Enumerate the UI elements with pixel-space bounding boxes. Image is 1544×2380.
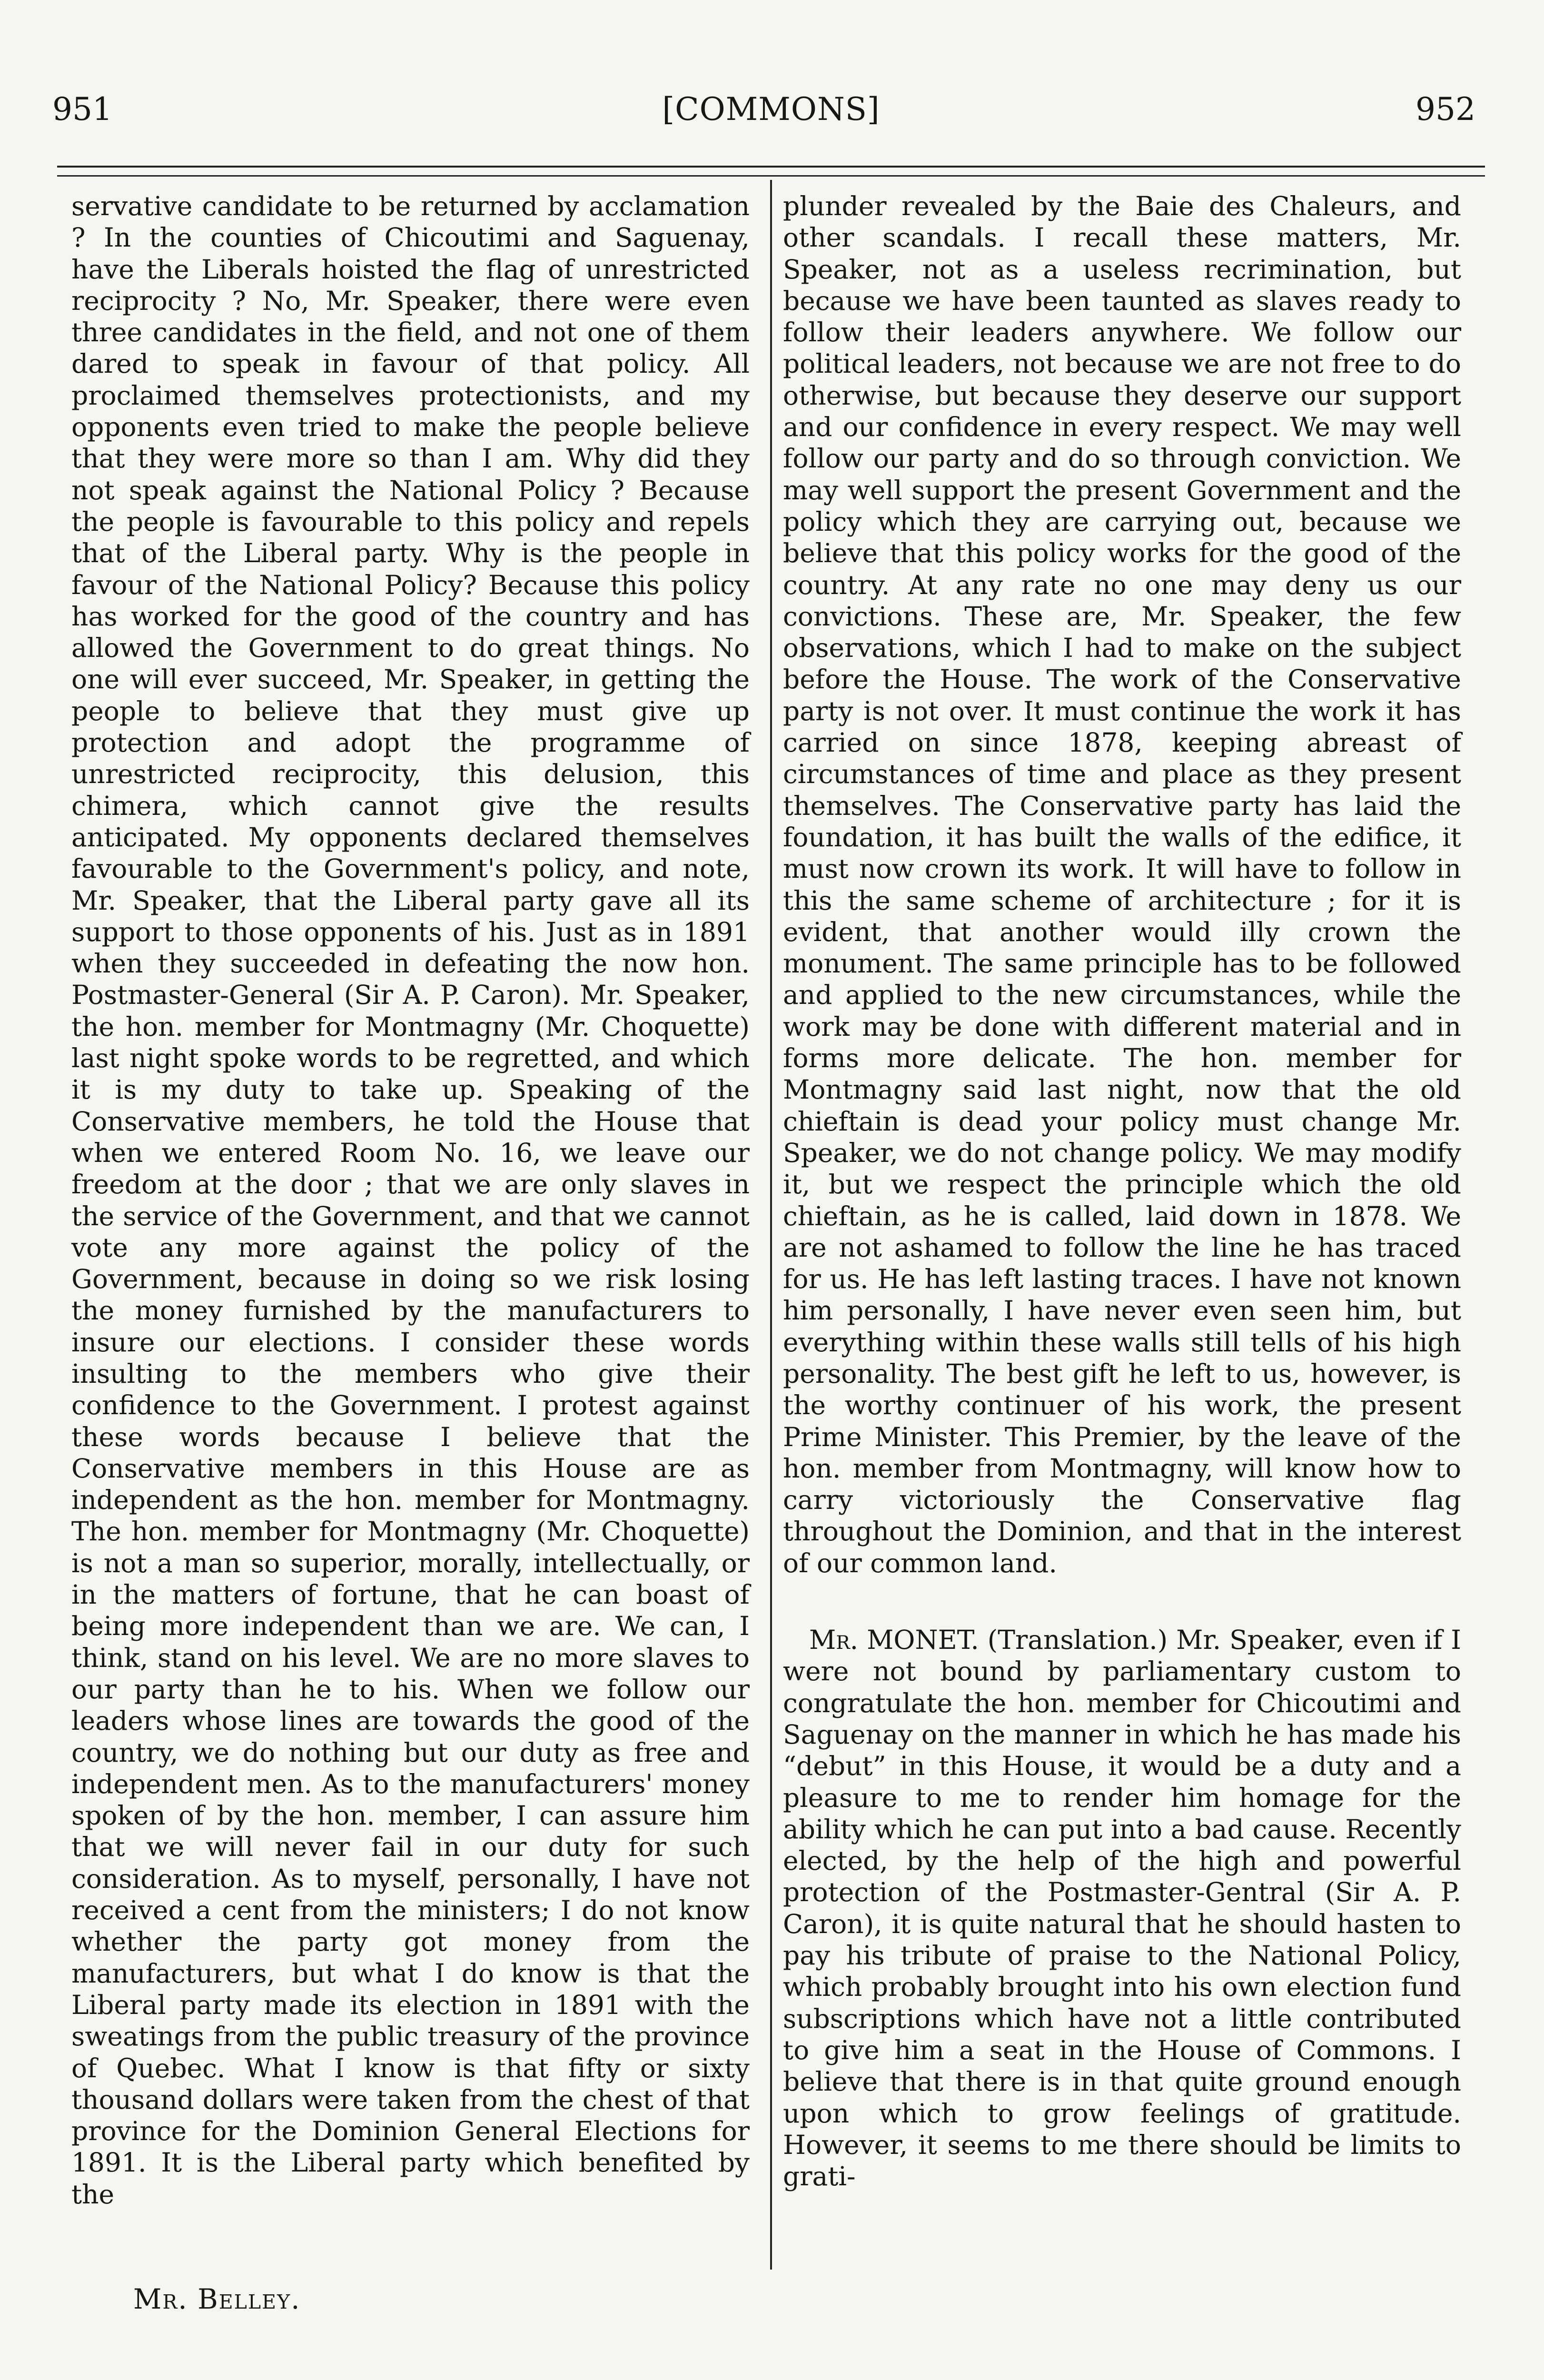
right-column: [783, 190, 1461, 2192]
page-header: [52, 81, 1490, 138]
header-rule-bottom: [57, 175, 1485, 177]
left-column: [71, 190, 750, 2210]
left-column-paragraph: servative candidate to be returned by acclamation ? In the counties of Chicoutimi and Saguenay, have the Liberals hoisted the flag of unrestricted reciprocity ? No, Mr. Speaker, there were even three candidates in the field, and not one of them dared to speak in favour of that policy. All proclaimed themselves protectionists, and my opponents even tried to make the people believe that they were more so than I am. Why did they not speak against the National Policy ? Because the people is favourable to this policy and repels that of the Liberal party. Why is the people in favour of the National Policy? Because this policy has worked for the good of the country and has allowed the Government to do great things. No one will ever succeed, Mr. Speaker, in getting the people to believe that they must give up protection and adopt the programme of unrestricted reciprocity, this delusion, this chimera, which cannot give the results anticipated. My opponents declared themselves favourable to the Government's policy, and note, Mr. Speaker, that the Liberal party gave all its support to those opponents of his. Just as in 1891 when they succeeded in defeating the now hon. Postmaster-General (Sir A. P. Caron). Mr. Speaker, the hon. member for Montmagny (Mr. Choquette) last night spoke words to be regretted, and which it is my duty to take up. Speaking of the Conservative members, he told the House that when we entered Room No. 16, we leave our freedom at the door ; that we are only slaves in the service of the Government, and that we cannot vote any more against the policy of the Government, because in doing so we risk losing the money furnished by the manufacturers to insure our elections. I consider these words insulting to the members who give their confidence to the Government. I protest against these words because I believe that the Conservative members in this House are as independent as the hon. member for Montmagny. The hon. member for Montmagny (Mr. Choquette) is not a man so superior, morally, intellectually, or in the matters of fortune, that he can boast of being more independent than we are. We can, I think, stand on his level. We are no more slaves to our party than he to his. When we follow our leaders whose lines are towards the good of the country, we do nothing but our duty as free and independent men. As to the manufacturers' money spoken of by the hon. member, I can assure him that we will never fail in our duty for such consideration. As to myself, personally, I have not received a cent from the ministers; I do not know whether the party got money from the manufacturers, but what I do know is that the Liberal party made its election in 1891 with the sweatings from the public treasury of the province of Quebec. What I know is that fifty or sixty thousand dollars were taken from the chest of that province for the Dominion General Elections for 1891. It is the Liberal party which benefited by the: [71, 191, 750, 2210]
column-divider: [770, 180, 772, 2270]
speaker-name-monet: Mr. MONET.: [809, 1625, 979, 1656]
page-number-right: 952: [1415, 91, 1475, 128]
footer-speaker-name: Mr. Belley.: [133, 2283, 301, 2315]
page-number-left: 951: [52, 91, 112, 128]
running-title: [COMMONS]: [662, 91, 880, 128]
monet-speech-text: (Translation.) Mr. Speaker, even if I were not bound by parliamentary custom to congratulate the hon. member for Chicoutimi and Saguenay on the manner in which he has made his “debut” in this House, it would be a duty and a pleasure to me to render him homage for the ability which he can put into a bad cause. Recently elected, by the help of the high and powerful protection of the Postmaster-Gentral (Sir A. P. Caron), it is quite natural that he should hasten to pay his tribute of praise to the National Policy, which probably brought into his own election fund subscriptions which have not a little contributed to give him a seat in the House of Commons. I believe that there is in that quite ground enough upon which to grow feelings of gratitude. However, it seems to me there should be limits to grati-: [783, 1625, 1461, 2192]
right-column-paragraph-2: [783, 1624, 1461, 2192]
header-rule-top: [57, 166, 1485, 168]
paragraph-gap: [783, 1579, 1461, 1624]
right-column-paragraph-1: plunder revealed by the Baie des Chaleurs, and other scandals. I recall these matters, Mr. Speaker, not as a useless recrimination, but because we have been taunted as slaves ready to follow their leaders anywhere. We follow our political leaders, not because we are not free to do otherwise, but because they deserve our support and our confidence in every respect. We may well follow our party and do so through conviction. We may well support the present Government and the policy which they are carrying out, because we believe that this policy works for the good of the country. At any rate no one may deny us our convictions. These are, Mr. Speaker, the few observations, which I had to make on the subject before the House. The work of the Conservative party is not over. It must continue the work it has carried on since 1878, keeping abreast of circumstances of time and place as they present themselves. The Conservative party has laid the foundation, it has built the walls of the edifice, it must now crown its work. It will have to follow in this the same scheme of architecture ; for it is evident, that another would illy crown the monument. The same principle has to be followed and applied to the new circumstances, while the work may be done with different material and in forms more delicate. The hon. member for Montmagny said last night, now that the old chieftain is dead your policy must change Mr. Speaker, we do not change policy. We may modify it, but we respect the principle which the old chieftain, as he is called, laid down in 1878. We are not ashamed to follow the line he has traced for us. He has left lasting traces. I have not known him personally, I have never even seen him, but everything within these walls still tells of his high personality. The best gift he left to us, however, is the worthy continuer of his work, the present Prime Minister. This Premier, by the leave of the hon. member from Montmagny, will know how to carry victoriously the Conservative flag throughout the Dominion, and that in the interest of our common land.: [783, 191, 1461, 1578]
